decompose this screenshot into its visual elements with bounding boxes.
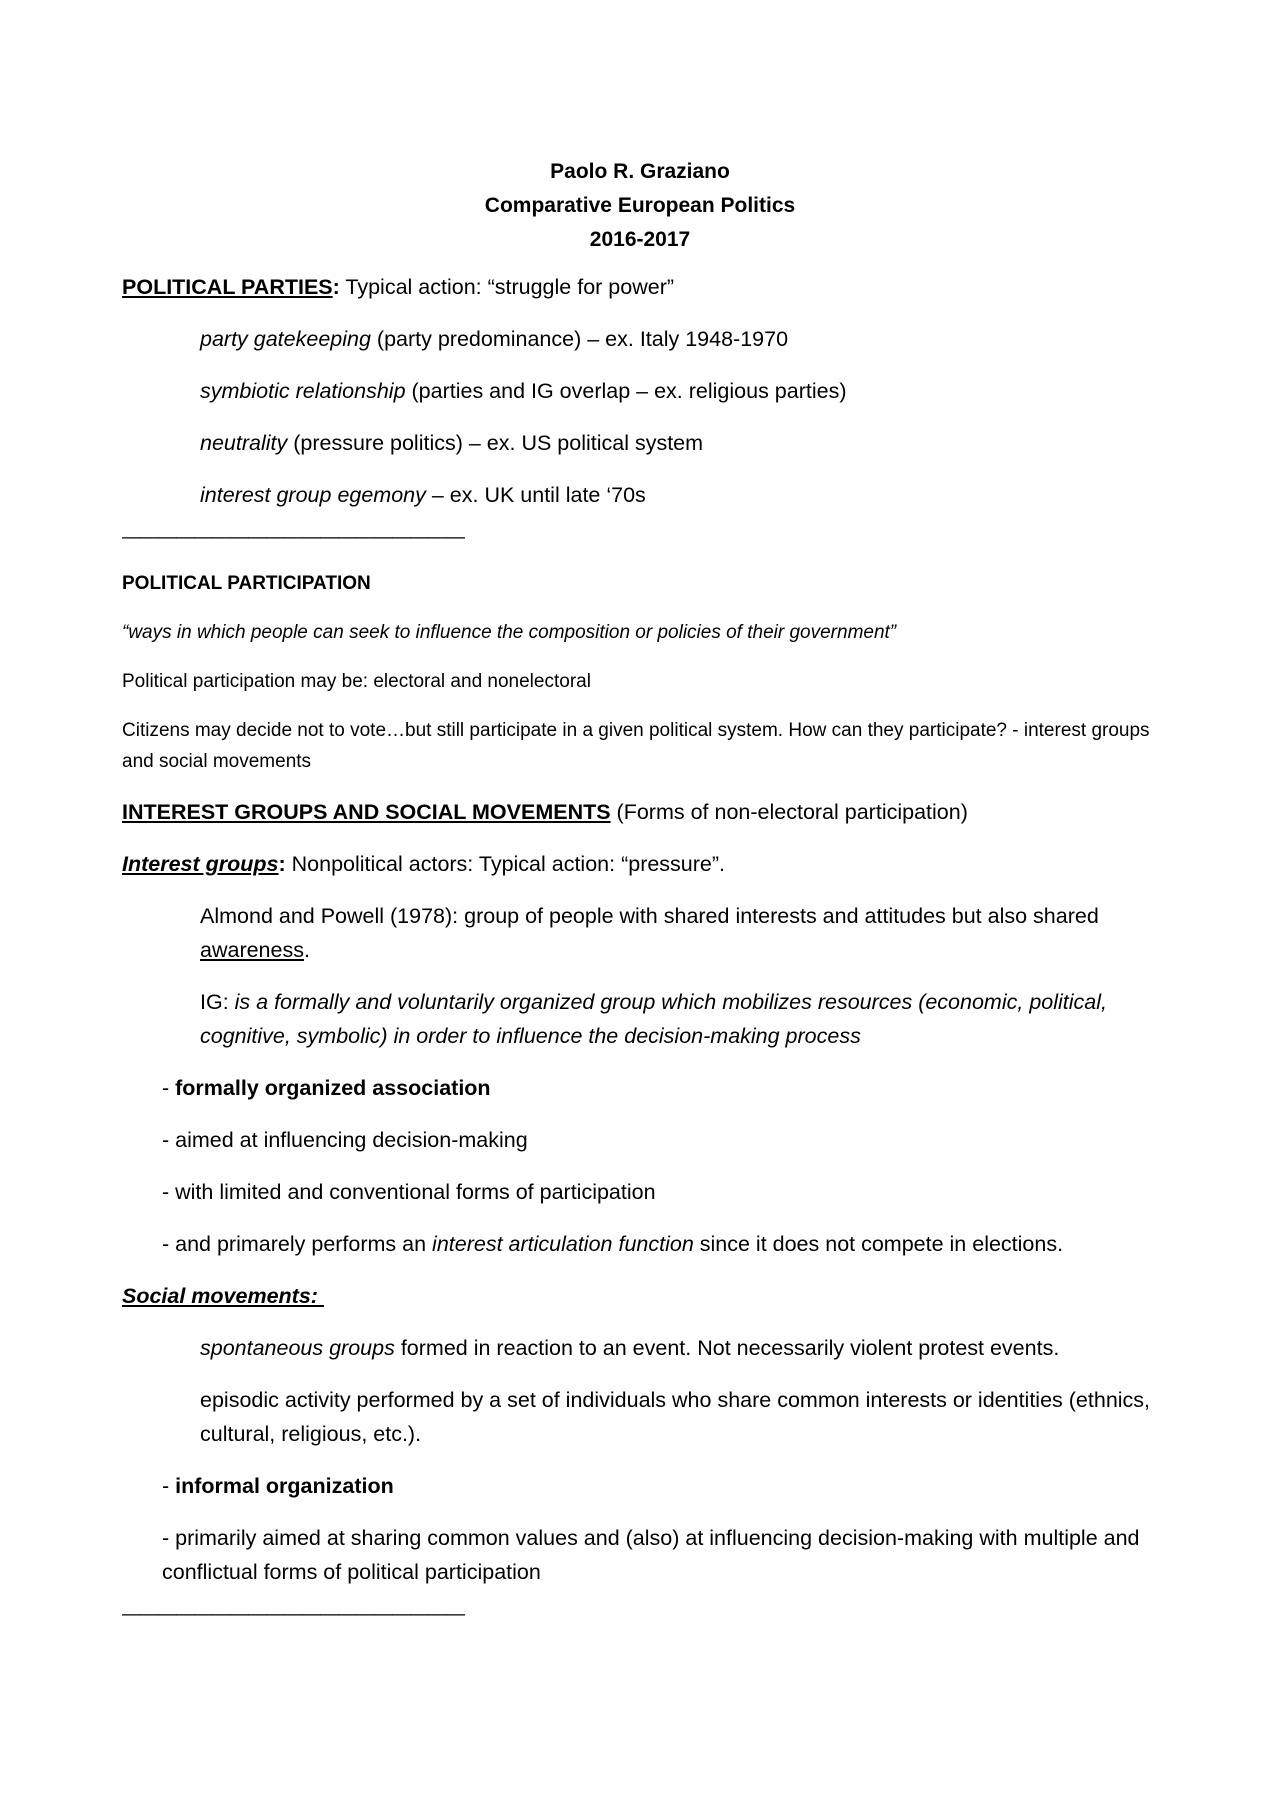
section-divider: ——————————————————— bbox=[122, 527, 464, 548]
list-item: neutrality (pressure politics) – ex. US political system bbox=[200, 431, 704, 455]
participation-definition: “ways in which people can seek to influence the composition or policies of their government” bbox=[122, 622, 897, 643]
igsm-heading: INTEREST GROUPS AND SOCIAL MOVEMENTS (Forms of non-electoral participation) bbox=[122, 800, 968, 824]
list-item: IG: is a formally and voluntarily organized group which mobilizes resources (economic, political, cognitive, symbolic) in order to influence the decision-making process bbox=[200, 990, 1107, 1048]
list-item: party gatekeeping (party predominance) – ex. Italy 1948-1970 bbox=[200, 327, 789, 351]
author-name: Paolo R. Graziano bbox=[550, 160, 730, 183]
document-header bbox=[0, 155, 1280, 257]
academic-year: 2016-2017 bbox=[589, 228, 691, 251]
list-item: - primarily aimed at sharing common values and (also) at influencing decision-making with multiple and conflictual forms of political participation bbox=[162, 1526, 1140, 1584]
list-item: Almond and Powell (1978): group of people with shared interests and attitudes but also shared awareness. bbox=[200, 904, 1099, 962]
interest-groups-heading: Interest groups: Nonpolitical actors: Typical action: “pressure”. bbox=[122, 852, 726, 876]
course-title: Comparative European Politics bbox=[484, 194, 796, 217]
list-item: symbiotic relationship (parties and IG overlap – ex. religious parties) bbox=[200, 379, 847, 403]
section-divider: ——————————————————— bbox=[122, 1604, 464, 1625]
list-item: spontaneous groups formed in reaction to an event. Not necessarily violent protest events. bbox=[200, 1336, 1060, 1360]
list-item: - informal organization bbox=[162, 1474, 394, 1498]
social-movements-heading: Social movements: bbox=[122, 1284, 324, 1308]
list-item: - and primarely performs an interest articulation function since it does not compete in elections. bbox=[162, 1232, 1064, 1256]
political-participation-heading: POLITICAL PARTICIPATION bbox=[122, 573, 371, 594]
list-item: - formally organized association bbox=[162, 1076, 491, 1100]
participation-types: Political participation may be: electoral and nonelectoral bbox=[122, 671, 591, 692]
political-parties-heading: POLITICAL PARTIES: Typical action: “struggle for power” bbox=[122, 275, 675, 299]
list-item: - aimed at influencing decision-making bbox=[162, 1128, 528, 1152]
document-body bbox=[122, 270, 1162, 1645]
list-item: episodic activity performed by a set of individuals who share common interests or identities (ethnics, cultural, religious, etc.). bbox=[200, 1388, 1151, 1446]
list-item: interest group egemony – ex. UK until late ‘70s bbox=[200, 483, 646, 507]
participation-note: Citizens may decide not to vote…but still participate in a given political system. How can they participate? - interest groups and social movements bbox=[122, 720, 1150, 772]
list-item: - with limited and conventional forms of participation bbox=[162, 1180, 656, 1204]
